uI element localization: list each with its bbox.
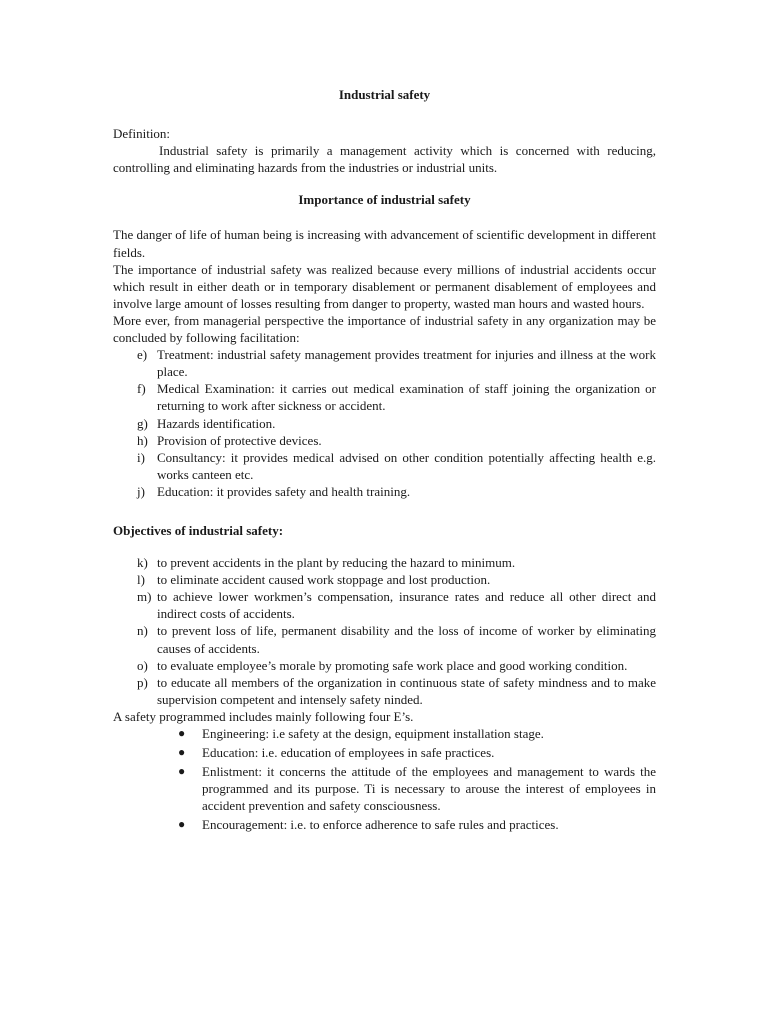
importance-paragraph-1: The danger of life of human being is increasing with advancement of scientific development in different fields. bbox=[113, 227, 656, 260]
list-item bbox=[113, 554, 656, 571]
list-item-text: to achieve lower workmen’s compensation, insurance rates and reduce all other direct and indirect costs of accidents. bbox=[157, 589, 656, 622]
list-marker: g) bbox=[137, 415, 148, 431]
four-es-list bbox=[113, 725, 656, 834]
four-es-intro: A safety programmed includes mainly following four E’s. bbox=[113, 708, 414, 724]
list-item bbox=[113, 571, 656, 588]
list-item-text: to educate all members of the organization in continuous state of safety mindness and to make supervision competent and intensely safety ninded. bbox=[157, 674, 656, 707]
list-marker: j) bbox=[137, 483, 145, 499]
list-item bbox=[113, 346, 656, 380]
list-item-text: Enlistment: it concerns the attitude of the employees and management to wards the programmed and its purpose. Ti is necessary to arouse the interest of employees in accident prevention and safety consciousness. bbox=[202, 764, 656, 814]
definition-text: Industrial safety is primarily a management activity which is concerned with reducing, controlling and eliminating hazards from the industries or industrial units. bbox=[113, 143, 656, 176]
list-marker: l) bbox=[137, 572, 145, 588]
list-item bbox=[113, 657, 656, 674]
list-item-text: to evaluate employee’s morale by promoting safe work place and good working condition. bbox=[157, 657, 628, 673]
bullet-icon: ● bbox=[178, 745, 186, 760]
list-item-text: to prevent loss of life, permanent disability and the loss of income of worker by eliminating causes of accidents. bbox=[157, 623, 656, 656]
bullet-icon: ● bbox=[178, 726, 186, 740]
bullet-icon: ● bbox=[178, 764, 186, 779]
list-item-text: Encouragement: i.e. to enforce adherence to safe rules and practices. bbox=[202, 817, 559, 833]
definition-label: Definition: bbox=[113, 126, 171, 142]
list-item bbox=[113, 744, 656, 761]
list-marker: n) bbox=[137, 623, 148, 639]
list-marker: m) bbox=[137, 589, 152, 605]
list-marker: i) bbox=[137, 449, 145, 465]
list-item-text: Engineering: i.e safety at the design, equipment installation stage. bbox=[202, 726, 544, 741]
list-marker: p) bbox=[137, 674, 148, 690]
list-marker: f) bbox=[137, 381, 146, 397]
list-item bbox=[113, 380, 656, 414]
bullet-icon: ● bbox=[178, 817, 186, 832]
list-item-text: Consultancy: it provides medical advised on other condition potentially affecting health e.g. works canteen etc. bbox=[157, 449, 656, 482]
list-item-text: Education: i.e. education of employees in safe practices. bbox=[202, 745, 495, 761]
list-item bbox=[113, 483, 656, 500]
list-marker: k) bbox=[137, 555, 148, 571]
list-marker: e) bbox=[137, 347, 148, 363]
list-item-text: Provision of protective devices. bbox=[157, 432, 322, 448]
list-item-text: Hazards identification. bbox=[157, 415, 276, 431]
list-item-text: Education: it provides safety and health training. bbox=[157, 483, 411, 499]
list-item-text: Medical Examination: it carries out medical examination of staff joining the organization or returning to work after sickness or accident. bbox=[157, 381, 656, 414]
importance-paragraph-3: More ever, from managerial perspective the importance of industrial safety in any organization may be concluded by following facilitation: bbox=[113, 312, 656, 346]
list-item bbox=[113, 588, 656, 622]
list-item-text: to eliminate accident caused work stoppage and lost production. bbox=[157, 572, 491, 588]
facilitation-list bbox=[113, 346, 656, 500]
list-item-text: Treatment: industrial safety management provides treatment for injuries and illness at the work place. bbox=[157, 347, 656, 380]
list-marker: o) bbox=[137, 657, 148, 673]
objectives-list bbox=[113, 554, 656, 708]
list-item bbox=[113, 816, 656, 833]
list-item bbox=[113, 763, 656, 814]
list-item bbox=[113, 725, 656, 742]
list-marker: h) bbox=[137, 432, 148, 448]
objectives-heading: Objectives of industrial safety: bbox=[113, 522, 284, 538]
list-item bbox=[113, 449, 656, 483]
list-item bbox=[113, 415, 656, 432]
list-item-text: to prevent accidents in the plant by reducing the hazard to minimum. bbox=[157, 555, 516, 571]
importance-paragraph-2: The importance of industrial safety was realized because every millions of industrial accidents occur which result in either death or in temporary disablement or permanent disablement of employees and involve large amount of losses resulting from danger to property, wasted man hours and wasted hours. bbox=[113, 261, 656, 311]
document-page bbox=[113, 86, 656, 836]
list-item bbox=[113, 622, 656, 656]
document-title: Industrial safety bbox=[338, 87, 431, 102]
list-item bbox=[113, 432, 656, 449]
list-item bbox=[113, 674, 656, 708]
importance-heading: Importance of industrial safety bbox=[298, 192, 471, 208]
